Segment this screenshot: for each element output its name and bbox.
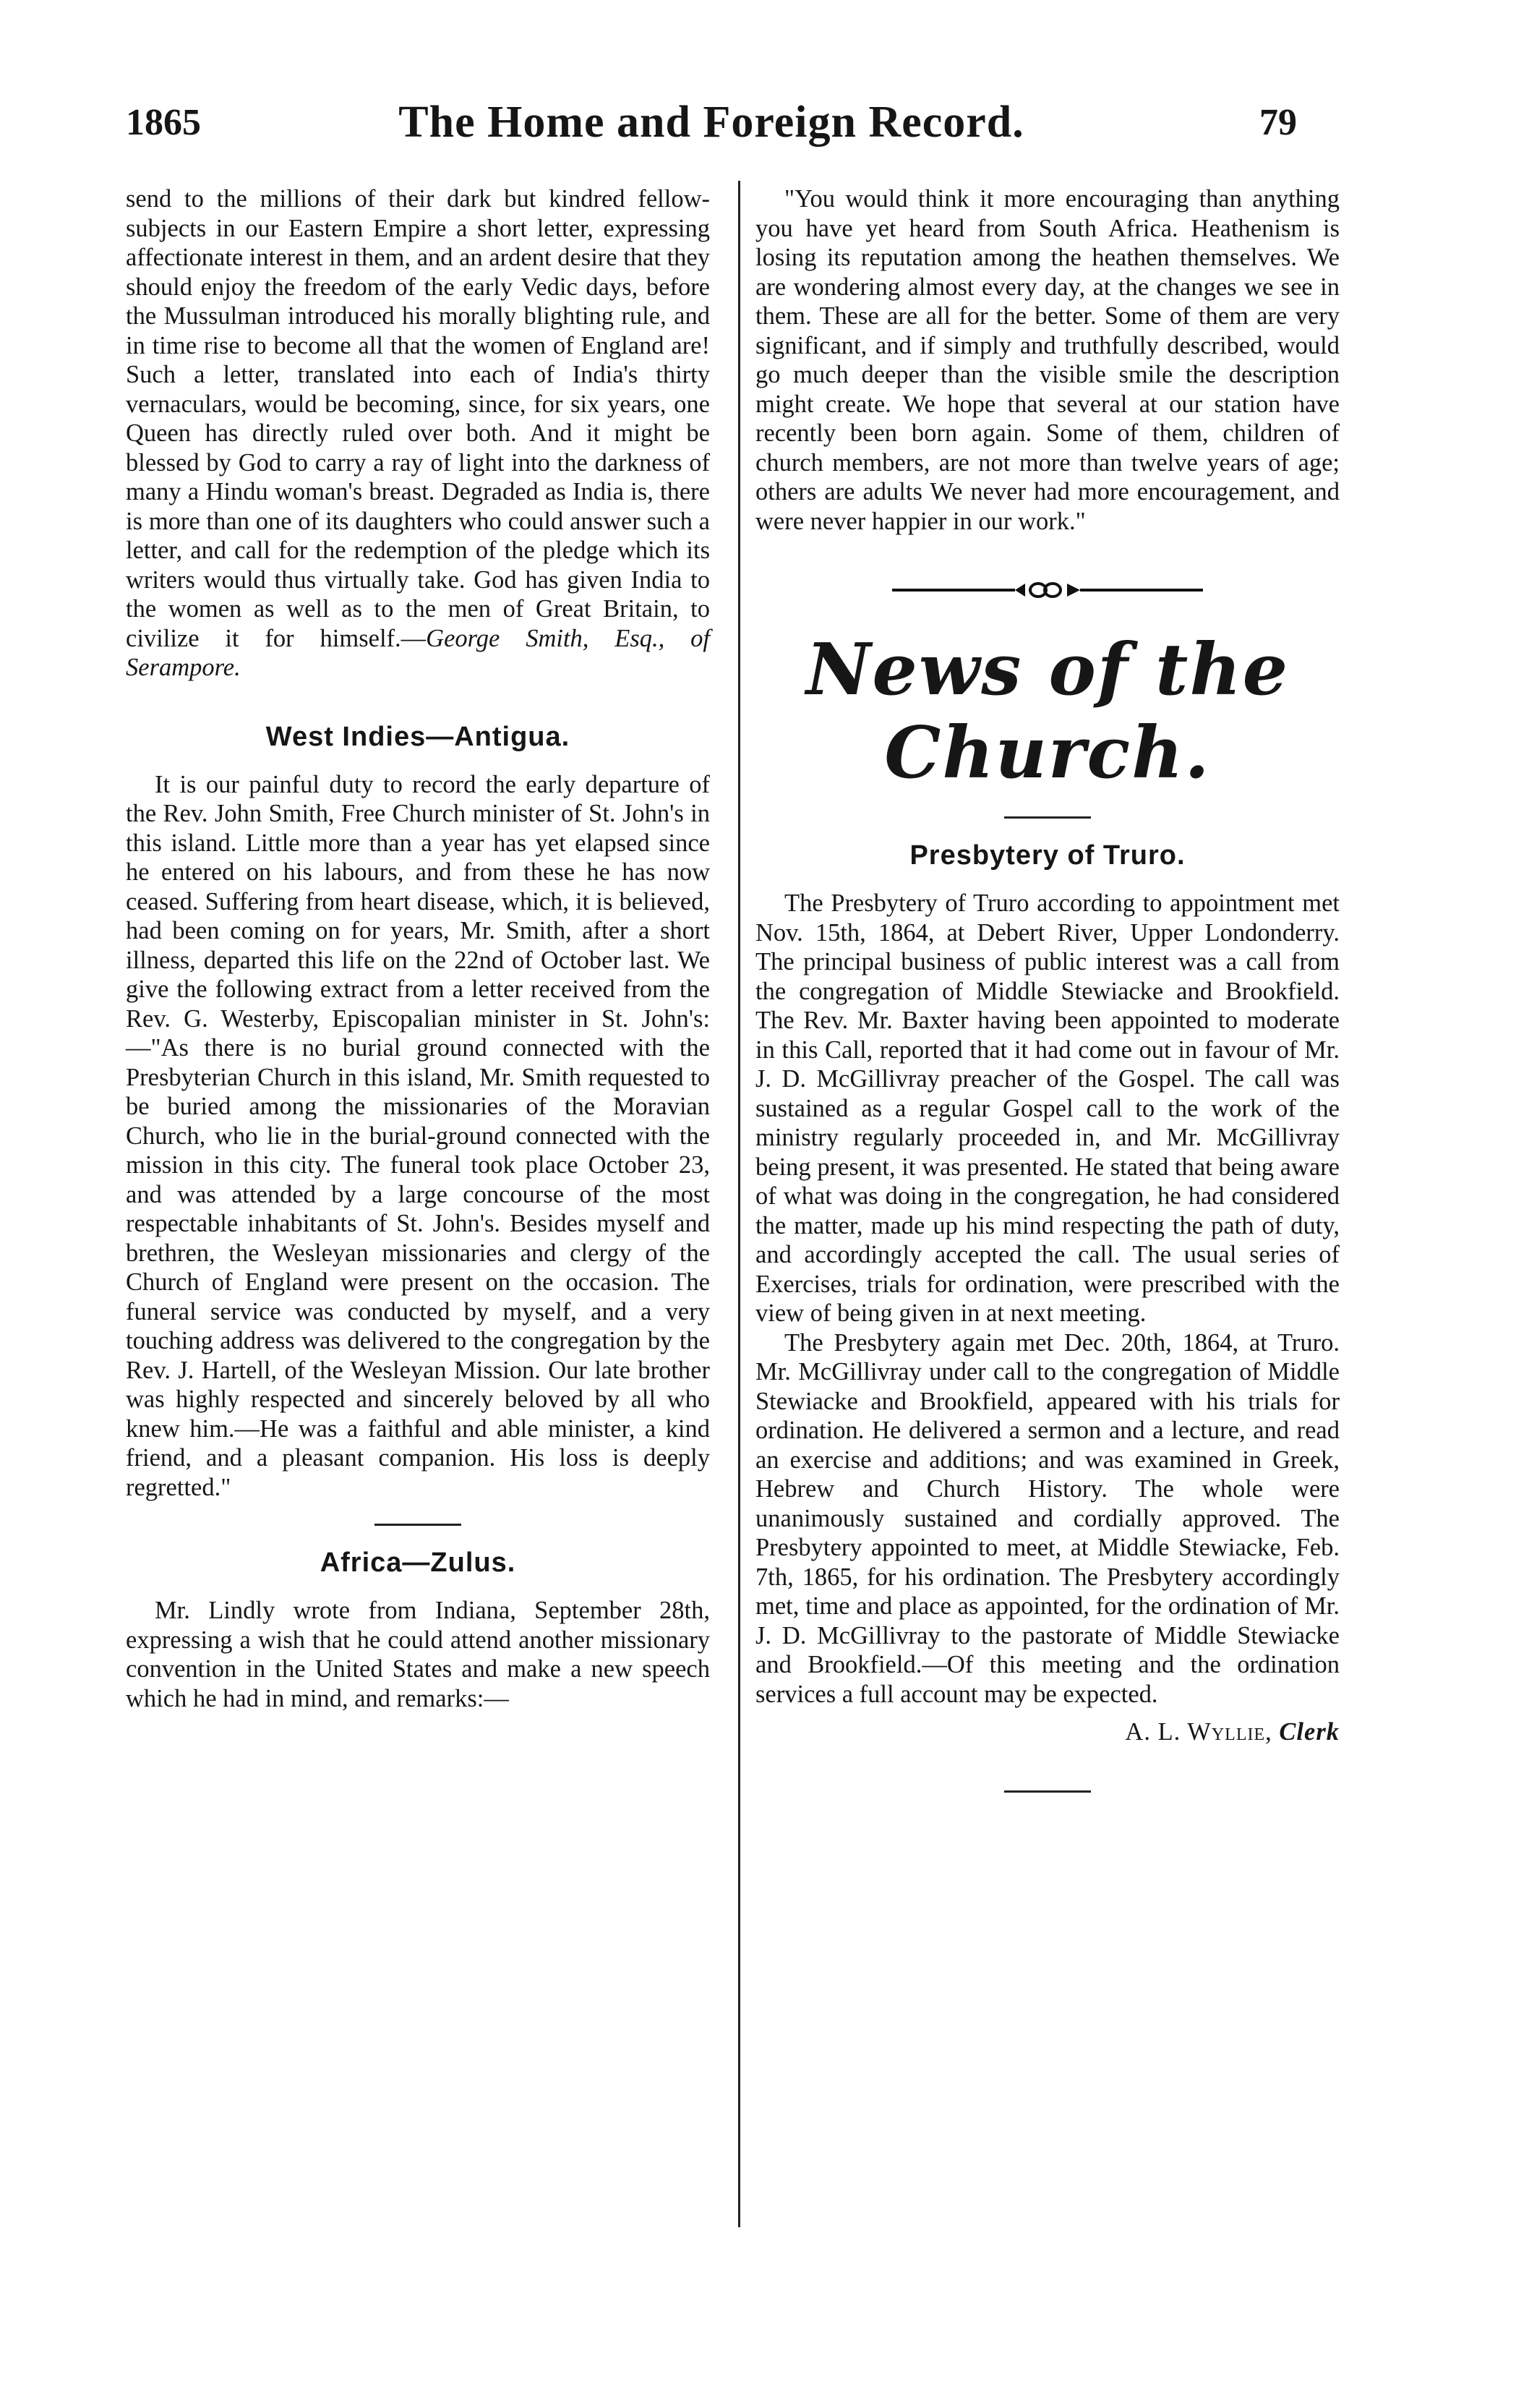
truro-paragraph-2: The Presbytery again met Dec. 20th, 1864, at Truro. Mr. McGillivray under call to the congregation of Middle Stewiacke and Brookfield, appeared with his trials for ordination. He delivered a sermon and a lecture, and read an exercise and additions; and was examined in Greek, Hebrew and Church History. The whole were unanimously sustained and cordially approved. The Presbytery appointed to meet, at Middle Stewiacke, Feb. 7th, 1865, for his ordination. The Presbytery accordingly met, time and place as appointed, for the ordination of Mr. J. D. McGillivray to the pastorate of Middle Stewiacke and Brookfield.—Of this meeting and the ordination services a full account may be expected. [755,1328,1340,1708]
ornament-line-left [892,589,1015,592]
africa-heading: Africa—Zulus. [320,1547,516,1578]
end-divider [1004,1790,1091,1793]
quote-paragraph: "You would think it more encouraging than anything you have yet heard from South Africa. Heathenism is losing its reputation among the heathen themselves. We are wondering almost every day, at the changes we see in them. These are all for the better. Some of them are very significant, and if simply and truthfully described, would go much deeper than the visible smile the description might create. We hope that several at our station have recently been born again. Some of them, children of church members, are not more than twelve years of age; others are adults We never had more encouragement, and were never happier in our work." [755,185,1340,535]
truro-paragraph-1: The Presbytery of Truro according to appointment met Nov. 15th, 1864, at Debert River, Upper Londonderry. The principal business of public interest was a call from the congregation of Middle Stewiacke and Brookfield. The Rev. Mr. Baxter having been appointed to moderate in this Call, reported that it had come out in favour of Mr. J. D. McGillivray preacher of the Gospel. The call was sustained as a regular Gospel call to the work of the ministry regularly proceeded in, and Mr. McGillivray being present, it was presented. He stated that being aware of what was doing in the congregation, he had considered the matter, made up his mind respecting the path of duty, and accordingly accepted the call. The usual series of Exercises, trials for ordination, were prescribed with the view of being given in at next meeting. [755,889,1340,1327]
ornament-line-right [1080,589,1203,592]
africa-paragraph: Mr. Lindly wrote from Indiana, September 28th, expressing a wish that he could attend another missionary convention in the United States and make a new speech which he had in mind, and remarks:— [126,1597,710,1712]
truro-heading: Presbytery of Truro. [909,840,1186,871]
column-divider [738,181,740,2227]
intro-attribution: George Smith, Esq., of Serampore. [126,624,710,681]
header-title: The Home and Foreign Record. [398,98,1024,147]
title-divider [1004,816,1091,819]
antigua-heading: West Indies—Antigua. [265,721,570,752]
signature-name: A. L. Wyllie, [1125,1718,1272,1746]
right-column [755,184,1340,1809]
ornament-knot-icon [1015,579,1080,601]
page-header [126,98,1297,166]
section-divider [374,1524,461,1526]
header-year: 1865 [126,102,201,143]
intro-paragraph [126,184,710,683]
left-column [126,184,710,1713]
ornament-divider [892,578,1203,602]
antigua-paragraph: It is our painful duty to record the early departure of the Rev. John Smith, Free Church minister of St. John's in this island. Little more than a year has yet elapsed since he entered on his labours, and from these he has now ceased. Suffering from heart disease, which, it is believed, had been coming on for years, Mr. Smith, after a short illness, departed this life on the 22nd of October last. We give the following extract from a letter received from the Rev. G. Westerby, Episcopalian minister in St. John's:—"As there is no burial ground connected with the Presbyterian Church in this island, Mr. Smith requested to be buried among the missionaries of the Moravian Church, who lie in the burial-ground connected with the mission in this city. The funeral took place October 23, and was attended by a large concourse of the most respectable inhabitants of St. John's. Besides myself and brethren, the Wesleyan missionaries and clergy of the Church of England were present on the occasion. The funeral service was conducted by myself, and a very touching address was delivered to the congregation by the Rev. J. Hartell, of the Wesleyan Mission. Our late brother was highly respected and sincerely beloved by all who knew him.—He was a faithful and able minister, a kind friend, and a pleasant companion. His loss is deeply regretted." [126,770,710,1501]
signature-role: Clerk [1279,1718,1340,1746]
page-number: 79 [1259,102,1297,143]
intro-text: send to the millions of their dark but kindred fellow-subjects in our Eastern Empire a short letter, expressing affectionate interest in them, and an ardent desire that they should enjoy the freedom of the early Vedic days, before the Mussulman introduced his morally blighting rule, and in time rise to become all that the women of England are! Such a letter, translated into each of India's thirty vernaculars, would be becoming, since, for six years, one Queen has directly ruled over both. And it might be blessed by God to carry a ray of light into the darkness of many a Hindu woman's breast. Degraded as India is, there is more than one of its daughters who could answer such a letter, and call for the redemption of the pledge which its writers would thus virtually take. God has given India to the women as well as to the men of Great Britain, to civilize it for himself.— [126,185,710,652]
section-title: News of the Church. [805,628,1290,795]
signature [755,1717,1340,1747]
